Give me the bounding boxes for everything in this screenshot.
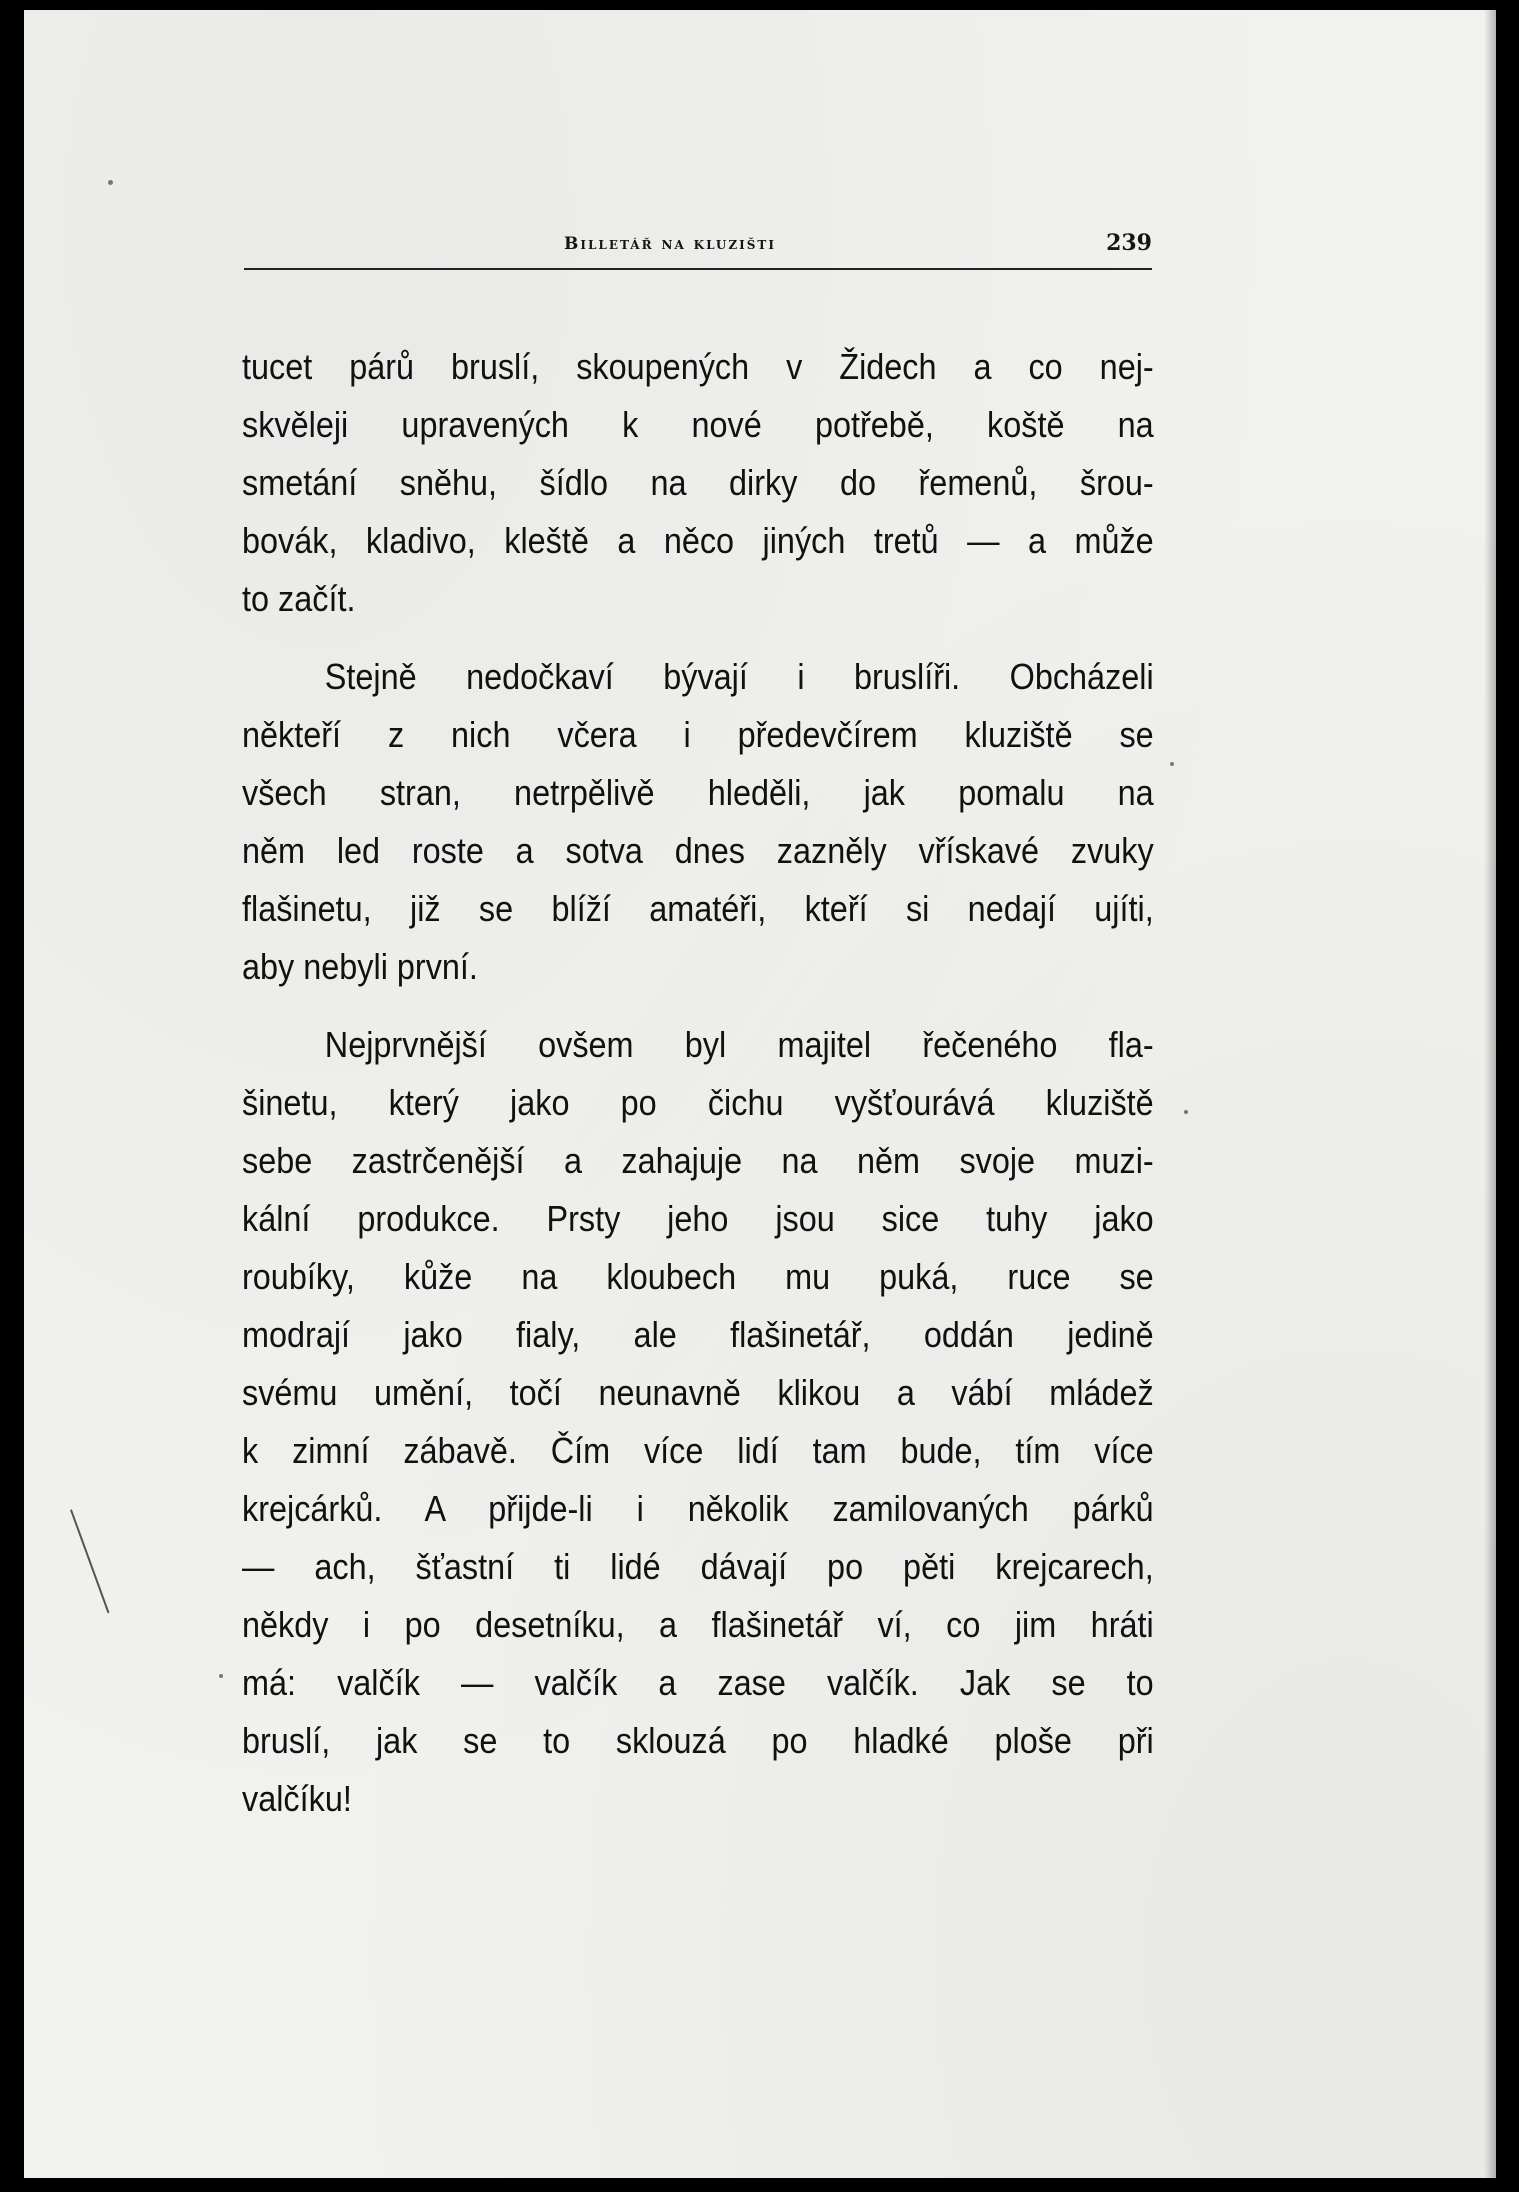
text-line: Nejprvnější ovšem byl majitel řečeného fla-	[324, 1024, 1154, 1065]
text-line: někteří z nich včera i předevčírem kluziště se	[242, 714, 1154, 755]
running-title: Billetář na kluzišti	[564, 234, 776, 254]
text-line: svému umění, točí neunavně klikou a vábí mládež	[242, 1372, 1154, 1413]
paper-scratch	[70, 1509, 110, 1613]
paper-speck	[219, 1674, 223, 1678]
paper-speck	[108, 180, 113, 185]
text-line: někdy i po desetníku, a flašinetář ví, co jim hráti	[242, 1604, 1154, 1645]
text-line: něm led roste a sotva dnes zazněly vřískavé zvuky	[242, 830, 1154, 871]
text-line: — ach, šťastní ti lidé dávají po pěti krejcarech,	[242, 1546, 1154, 1587]
text-line: flašinetu, již se blíží amatéři, kteří si nedají ujíti,	[242, 888, 1154, 929]
text-line: skvěleji upravených k nové potřebě, koště na	[242, 404, 1154, 445]
running-header	[244, 228, 1152, 270]
body-text	[242, 338, 1154, 1828]
text-line: roubíky, kůže na kloubech mu puká, ruce se	[242, 1256, 1154, 1297]
text-line: modrají jako fialy, ale flašinetář, oddán jedině	[242, 1314, 1154, 1355]
text-line: všech stran, netrpělivě hleděli, jak pomalu na	[242, 772, 1154, 813]
page-edge-shadow	[1484, 10, 1496, 2178]
paragraph-1	[242, 338, 1154, 628]
paragraph-2	[242, 648, 1154, 996]
text-line: šinetu, který jako po čichu vyšťourává kluziště	[242, 1082, 1154, 1123]
paper-speck	[1170, 762, 1174, 766]
text-line: to začít.	[242, 578, 356, 619]
text-line: má: valčík — valčík a zase valčík. Jak se to	[242, 1662, 1154, 1703]
text-line: k zimní zábavě. Čím více lidí tam bude, tím více	[242, 1430, 1154, 1471]
text-line: aby nebyli první.	[242, 946, 478, 987]
paper-speck	[1184, 1110, 1188, 1114]
text-line: Stejně nedočkaví bývají i bruslíři. Obcházeli	[324, 656, 1154, 697]
text-line: krejcárků. A přijde-li i několik zamilovaných párků	[242, 1488, 1154, 1529]
book-page	[24, 10, 1496, 2178]
paragraph-3	[242, 1016, 1154, 1828]
text-line: kální produkce. Prsty jeho jsou sice tuhy jako	[242, 1198, 1154, 1239]
text-line: tucet párů bruslí, skoupených v Židech a co nej-	[242, 346, 1154, 387]
text-line: smetání sněhu, šídlo na dirky do řemenů, šrou-	[242, 462, 1154, 503]
text-line: valčíku!	[242, 1778, 352, 1819]
text-line: bruslí, jak se to sklouzá po hladké ploše při	[242, 1720, 1154, 1761]
text-line: bovák, kladivo, kleště a něco jiných tretů — a může	[242, 520, 1154, 561]
text-line: sebe zastrčenější a zahajuje na něm svoje muzi-	[242, 1140, 1154, 1181]
page-number: 239	[1106, 230, 1152, 256]
